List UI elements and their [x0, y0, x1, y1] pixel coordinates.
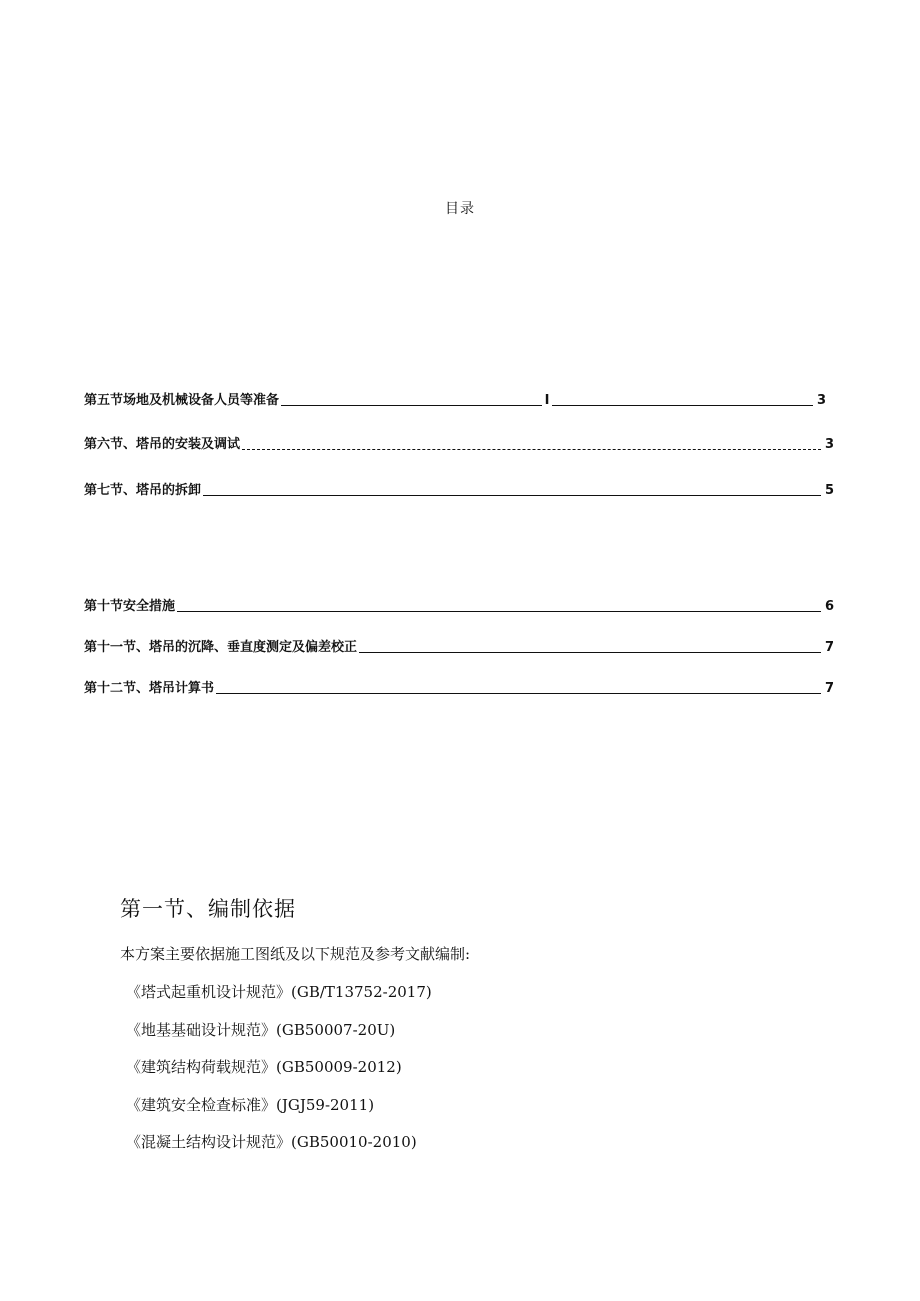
toc-entry-page: 7	[824, 640, 834, 655]
toc-leader	[203, 494, 821, 496]
toc-entry-page: 3	[824, 437, 834, 452]
reference-item: 《混凝土结构设计规范》(GB50010-2010)	[126, 1133, 417, 1151]
toc-entry[interactable]	[84, 388, 826, 410]
toc-leader-split	[279, 392, 815, 410]
reference-item: 《地基基础设计规范》(GB50007-20U)	[126, 1021, 396, 1039]
toc-entry-label: 第五节场地及机械设备人员等准备	[84, 393, 280, 408]
toc-entry-label: 第十二节、塔吊计算书	[84, 681, 215, 696]
toc-entry[interactable]	[84, 676, 834, 698]
section-heading: 第一节、编制依据	[120, 897, 296, 921]
toc-leader	[552, 404, 813, 406]
toc-leader	[359, 651, 821, 653]
toc-entry-page: 7	[824, 681, 834, 696]
toc-entry-page: 6	[824, 599, 834, 614]
toc-entry-label: 第七节、塔吊的拆卸	[84, 483, 202, 498]
reference-item: 《建筑安全检查标准》(JGJ59-2011)	[126, 1096, 375, 1114]
toc-entry-label: 第十一节、塔吊的沉降、垂直度测定及偏差校正	[84, 640, 358, 655]
toc-entry[interactable]	[84, 635, 834, 657]
section-intro: 本方案主要依据施工图纸及以下规范及参考文献编制:	[120, 945, 471, 963]
toc-entry[interactable]	[84, 432, 834, 454]
toc-leader	[242, 448, 821, 450]
toc-entry-label: 第十节安全措施	[84, 599, 176, 614]
toc-leader	[216, 692, 821, 694]
toc-entry[interactable]	[84, 594, 834, 616]
toc-leader	[281, 404, 542, 406]
toc-leader	[177, 610, 821, 612]
toc-entry-label: 第六节、塔吊的安装及调试	[84, 437, 241, 452]
reference-item: 《建筑结构荷载规范》(GB50009-2012)	[126, 1058, 402, 1076]
toc-entry-page: 5	[824, 483, 834, 498]
toc-title: 目录	[445, 201, 475, 217]
toc-entry[interactable]	[84, 478, 834, 500]
toc-stray-mark: I	[544, 393, 550, 408]
reference-item: 《塔式起重机设计规范》(GB/T13752-2017)	[126, 983, 432, 1001]
toc-entry-page: 3	[816, 393, 826, 408]
